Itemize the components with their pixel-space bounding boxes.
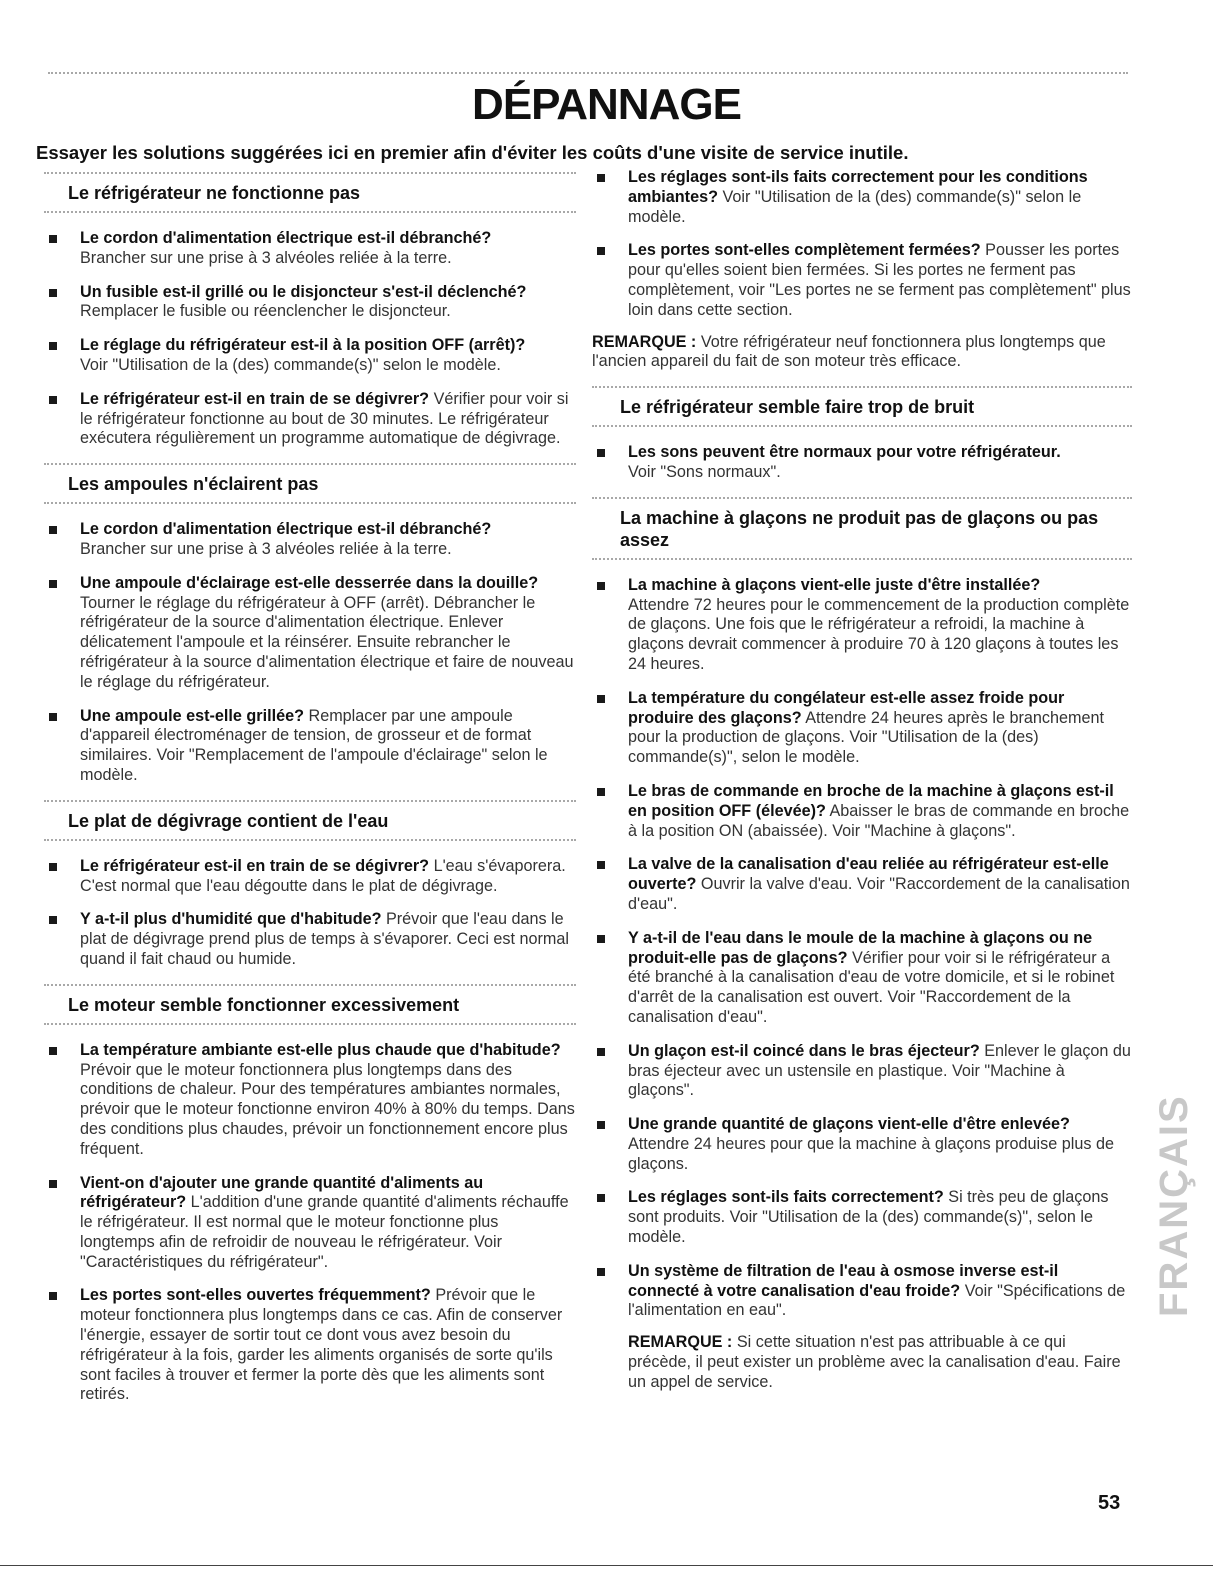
bullet-icon (597, 1268, 605, 1276)
list-item (592, 241, 1132, 320)
answer: Prévoir que le moteur fonctionnera plus longtemps dans ce cas. Afin de conserver l'énergie, essayer de sortir tout ce dont vous avez besoin du réfrigérateur à la fois, garder les aliments organisés de sorte qu'ils sont faciles à trouver et fermer la porte dès que les aliments sont retirés. (80, 1286, 563, 1404)
list-item (592, 1115, 1132, 1174)
section-rule (44, 839, 576, 841)
list-item (44, 336, 576, 376)
bullet-icon (597, 582, 605, 590)
question: Le cordon d'alimentation électrique est-il débranché? (80, 229, 492, 247)
list-item (44, 520, 576, 560)
list-item (592, 576, 1132, 675)
bullet-icon (597, 1048, 605, 1056)
question: Une ampoule d'éclairage est-elle desserrée dans la douille? (80, 573, 539, 592)
remark-label: REMARQUE : (592, 332, 697, 351)
bullet-icon (49, 1047, 57, 1055)
bullet-icon (49, 713, 57, 721)
bullet-icon (49, 580, 57, 588)
answer: Vérifier pour voir si le réfrigérateur fonctionne au bout de 30 minutes. Le réfrigérateur exécutera régulièrement un programme automatique de dégivrage. (80, 389, 569, 448)
question: Un fusible est-il grillé ou le disjoncteur s'est-il déclenché? (80, 282, 527, 301)
language-side-tab: FRANÇAIS (1152, 1094, 1196, 1318)
section-rule (44, 172, 576, 174)
list-item (44, 1041, 576, 1160)
question: Une ampoule est-elle grillée? (80, 706, 304, 725)
list-item (44, 1174, 576, 1273)
section-rule (592, 497, 1132, 499)
answer: L'addition d'une grande quantité d'aliments réchauffe le réfrigérateur. Il est normal que le moteur fonctionne plus longtemps afin de refroidir de nouveau le réfrigérateur. Voir "Caractéristiques du réfrigérateur". (80, 1193, 569, 1271)
section-rule (44, 211, 576, 213)
answer: Voir "Sons normaux". (628, 462, 781, 481)
answer: Voir "Utilisation de la (des) commande(s)" selon le modèle. (628, 187, 1082, 226)
list-item (44, 283, 576, 323)
section-rule (44, 800, 576, 802)
question: Une grande quantité de glaçons vient-elle d'être enlevée? (628, 1115, 1070, 1134)
list-item (592, 929, 1132, 1028)
list-item (44, 229, 576, 269)
list-item (44, 857, 576, 897)
question: Les réglages sont-ils faits correctement? (628, 1188, 944, 1207)
remark-text: Votre réfrigérateur neuf fonctionnera plus longtemps que l'ancien appareil du fait de son moteur très efficace. (592, 332, 1106, 371)
list-item (44, 1286, 576, 1405)
answer: Vérifier pour voir si le réfrigérateur a été branché à la canalisation d'eau de votre domicile, et si le robinet d'arrêt de la canalisation est ouvert. Voir "Raccordement de la canalisation d'eau". (628, 948, 1115, 1026)
remark-label: REMARQUE : (628, 1333, 733, 1352)
bullet-icon (49, 289, 57, 297)
section-title: Le réfrigérateur ne fonctionne pas (68, 183, 361, 203)
question: La température ambiante est-elle plus chaude que d'habitude? (80, 1040, 561, 1059)
answer: Voir "Utilisation de la (des) commande(s)" selon le modèle. (80, 355, 501, 374)
section-rule (592, 558, 1132, 560)
question: Les portes sont-elles complètement fermées? (628, 241, 981, 260)
page-title: DÉPANNAGE (472, 80, 741, 129)
answer: Attendre 72 heures pour le commencement de la production complète de glaçons. Une fois que le réfrigérateur a refroidi, la machine à glaçons devrait commencer à produire 70 à 120 glaçons à toutes les 24 heures. (628, 595, 1130, 673)
section-title: Les ampoules n'éclairent pas (68, 474, 319, 495)
question: La température du congélateur est-elle assez froide pour produire des glaçons? (628, 688, 1065, 727)
bullet-icon (49, 863, 57, 871)
question: La valve de la canalisation d'eau reliée au réfrigérateur est-elle ouverte? (628, 855, 1109, 894)
top-dotted-rule (48, 72, 1128, 74)
section-title: Le moteur semble fonctionner excessivement (68, 994, 460, 1015)
bullet-icon (49, 916, 57, 924)
right-column (592, 168, 1132, 1393)
section-rule (44, 502, 576, 504)
answer: Pousser les portes pour qu'elles soient bien fermées. Si les portes ne ferment pas complètement, voir "Les portes ne se ferment pas complètement" plus loin dans cette section. (628, 241, 1131, 319)
section-title: La machine à glaçons ne produit pas de glaçons ou pas assez (620, 507, 1099, 550)
section-header (44, 463, 576, 504)
question: Un glaçon est-il coincé dans le bras éjecteur? (628, 1041, 980, 1060)
section-header (44, 800, 576, 841)
question: Les sons peuvent être normaux pour votre réfrigérateur. (628, 443, 1061, 462)
remark-note (592, 1333, 1132, 1392)
bullet-icon (49, 526, 57, 534)
bullet-icon (597, 695, 605, 703)
bullet-icon (49, 1292, 57, 1300)
answer: Attendre 24 heures après le branchement pour la production de glaçons. Voir "Utilisation de la (des) commande(s)", selon le modèle. (628, 708, 1104, 767)
bullet-icon (597, 861, 605, 869)
question: Le réglage du réfrigérateur est-il à la position OFF (arrêt)? (80, 336, 526, 355)
section-title: Le réfrigérateur semble faire trop de bruit (620, 397, 975, 418)
list-item (44, 910, 576, 969)
bullet-icon (597, 1121, 605, 1129)
question: Les portes sont-elles ouvertes fréquemment? (80, 1286, 431, 1305)
section-header (592, 497, 1132, 560)
question: Un système de filtration de l'eau à osmose inverse est-il connecté à votre canalisation d'eau froide? (628, 1261, 1059, 1300)
question: Le réfrigérateur est-il en train de se dégivrer? (80, 856, 430, 875)
left-column (44, 168, 576, 1405)
section-rule (44, 463, 576, 465)
question: Y a-t-il plus d'humidité que d'habitude? (80, 910, 382, 929)
list-item (592, 1262, 1132, 1321)
list-item (592, 689, 1132, 768)
bullet-icon (597, 174, 605, 182)
bullet-icon (49, 396, 57, 404)
list-item (44, 574, 576, 693)
bullet-icon (49, 235, 57, 243)
question: Le réfrigérateur est-il en train de se dégivrer? (80, 389, 430, 408)
section-rule (592, 425, 1132, 427)
section-rule (44, 984, 576, 986)
answer: Remplacer par une ampoule d'appareil électroménager de tension, de grosseur et de format similaires. Voir "Remplacement de l'ampoule d'éclairage" selon le modèle. (80, 706, 548, 784)
section-header (592, 386, 1132, 427)
answer: Prévoir que l'eau dans le plat de dégivrage prend plus de temps à s'évaporer. Ceci est normal quand il fait chaud ou humide. (80, 910, 569, 968)
list-item (592, 443, 1132, 483)
answer: L'eau s'évaporera. C'est normal que l'eau dégoutte dans le plat de dégivrage. (80, 856, 566, 895)
question: Vient-on d'ajouter une grande quantité d'aliments au réfrigérateur? (80, 1173, 484, 1212)
list-item (592, 1042, 1132, 1101)
list-item (592, 855, 1132, 914)
list-item (44, 707, 576, 786)
section-header (44, 984, 576, 1025)
answer: Abaisser le bras de commande en broche à la position ON (abaissée). Voir "Machine à glaçons". (628, 801, 1130, 840)
section-title: Le plat de dégivrage contient de l'eau (68, 810, 389, 831)
answer: Prévoir que le moteur fonctionnera plus longtemps dans des conditions de chaleur. Pour des températures ambiantes normales, prévoir que le moteur fonctionne environ 40% à 80% du temps. Dans des conditions plus chaudes, prévoir un fonctionnement encore plus fréquent. (80, 1060, 575, 1158)
bullet-icon (597, 1194, 605, 1202)
question: La machine à glaçons vient-elle juste d'être installée? (628, 575, 1041, 594)
bullet-icon (597, 935, 605, 943)
answer: Ouvrir la valve d'eau. Voir "Raccordement de la canalisation d'eau". (628, 875, 1130, 913)
intro-text: Essayer les solutions suggérées ici en premier afin d'éviter les coûts d'une visite de service inutile. (36, 142, 909, 163)
section-rule (44, 1023, 576, 1025)
question: Y a-t-il de l'eau dans le moule de la machine à glaçons ou ne produit-elle pas de glaçons? (628, 928, 1093, 967)
list-item (592, 782, 1132, 841)
question: Le cordon d'alimentation électrique est-il débranché? (80, 520, 492, 539)
list-item (592, 1188, 1132, 1247)
answer: Enlever le glaçon du bras éjecteur avec un ustensile en plastique. Voir "Machine à glaçons". (628, 1041, 1131, 1100)
question: Le bras de commande en broche de la machine à glaçons est-il en position OFF (élevée)? (628, 781, 1114, 820)
bullet-icon (49, 1180, 57, 1188)
page-number: 53 (1098, 1492, 1121, 1514)
list-item (592, 168, 1132, 227)
answer: Brancher sur une prise à 3 alvéoles reliée à la terre. (80, 539, 452, 558)
bullet-icon (597, 449, 605, 457)
bottom-rule (0, 1565, 1213, 1566)
answer: Remplacer le fusible ou réenclencher le disjoncteur. (80, 302, 451, 321)
answer: Attendre 24 heures pour que la machine à glaçons produise plus de glaçons. (628, 1134, 1114, 1173)
bullet-icon (597, 788, 605, 796)
answer: Brancher sur une prise à 3 alvéoles reliée à la terre. (80, 248, 452, 267)
section-rule (592, 386, 1132, 388)
section-header (44, 172, 576, 213)
question: Les réglages sont-ils faits correctement pour les conditions ambiantes? (628, 168, 1088, 206)
answer: Tourner le réglage du réfrigérateur à OFF (arrêt). Débrancher le réfrigérateur de la source d'alimentation électrique. Enlever délicatement l'ampoule et la réinsérer. Ensuite rebrancher le réfrigérateur à la source d'alimentation électrique et faire de nouveau le réglage du réfrigérateur. (80, 593, 574, 691)
remark-note (592, 333, 1132, 373)
bullet-icon (49, 342, 57, 350)
answer: Si très peu de glaçons sont produits. Voir "Utilisation de la (des) commande(s)", selon le modèle. (628, 1188, 1109, 1247)
list-item (44, 390, 576, 449)
answer: Voir "Spécifications de l'alimentation en eau". (628, 1281, 1126, 1320)
remark-text: Si cette situation n'est pas attribuable à ce qui précède, il peut exister un problème avec la canalisation d'eau. Faire un appel de service. (628, 1333, 1121, 1391)
bullet-icon (597, 247, 605, 255)
